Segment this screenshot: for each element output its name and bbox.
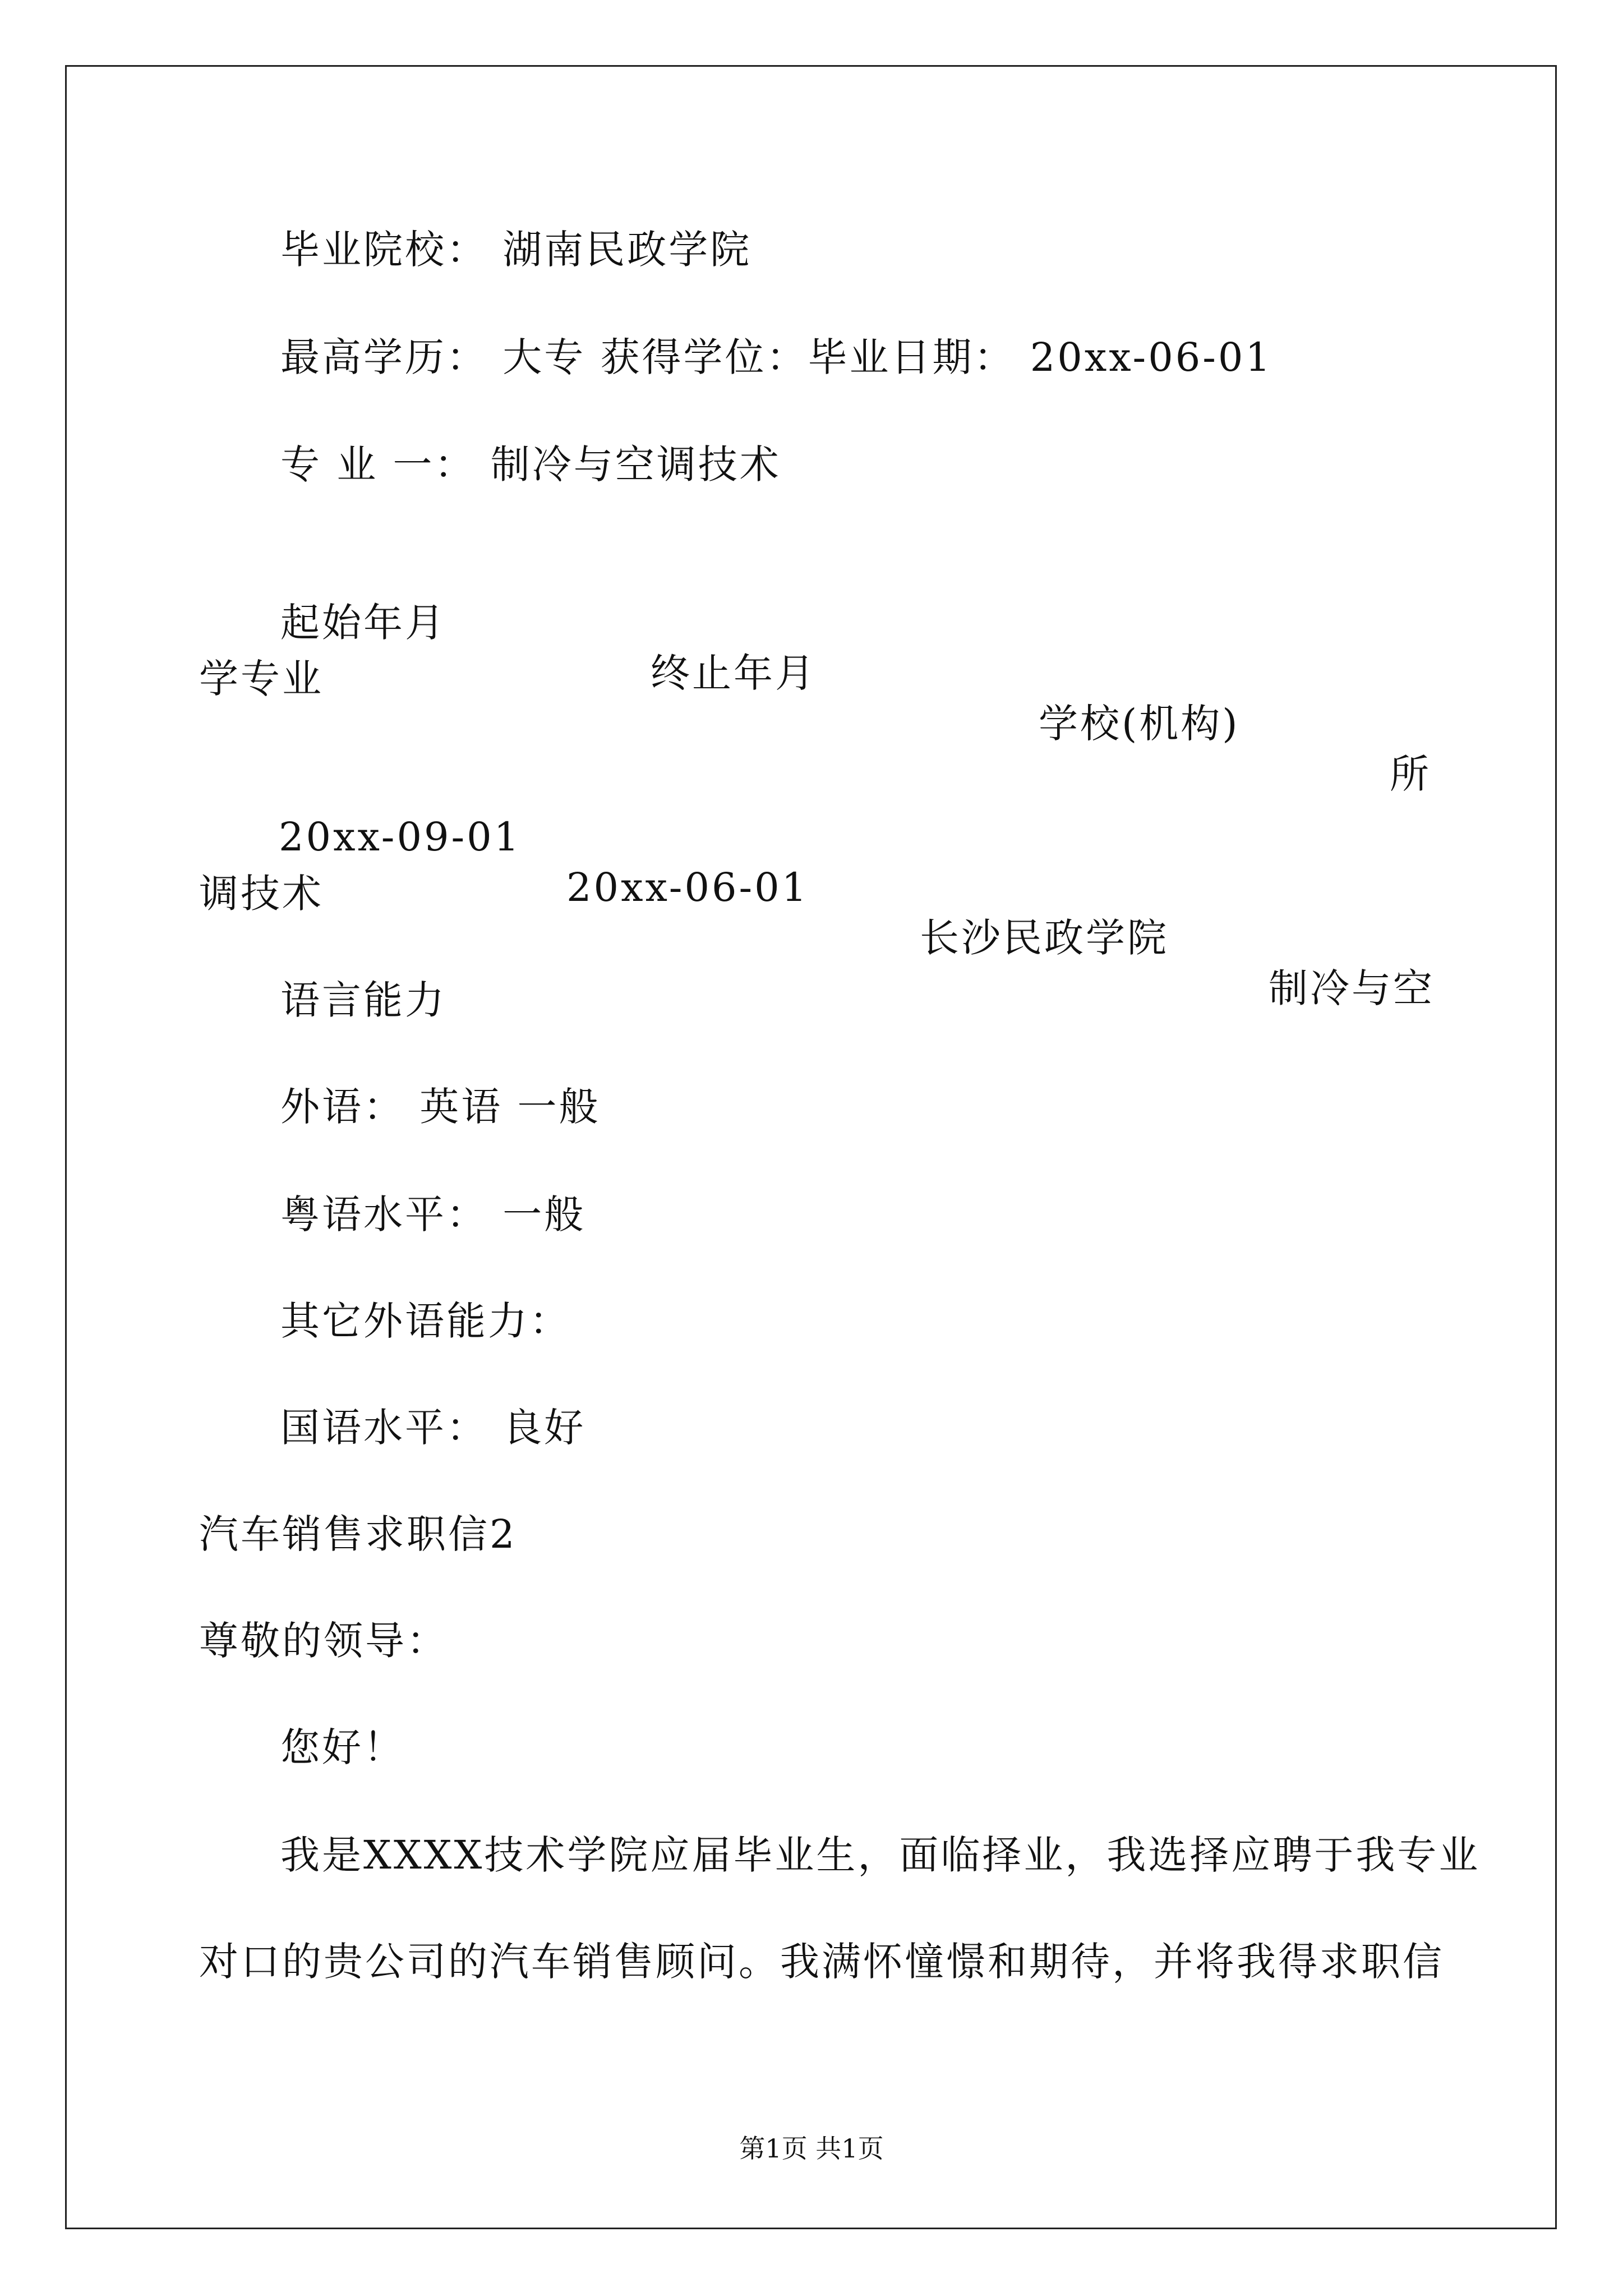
table-header-wrap: 学专业 (199, 656, 324, 702)
major-line: 专 业 一： 制冷与空调技术 (280, 441, 781, 487)
table-cell-major: 制冷与空 (1269, 965, 1435, 1011)
salutation: 尊敬的领导： (199, 1618, 448, 1664)
other-language-line: 其它外语能力： (280, 1298, 571, 1344)
table-cell-end-date: 20xx-06-01 (566, 864, 809, 910)
page-footer: 第1页 共1页 (739, 2133, 884, 2164)
education-line: 最高学历： 大专 获得学位：毕业日期： 20xx-06-01 (280, 334, 1272, 380)
table-header-major: 所 (1390, 751, 1431, 797)
language-heading: 语言能力 (280, 977, 446, 1023)
cantonese-line: 粤语水平： 一般 (280, 1191, 586, 1237)
foreign-language-line: 外语： 英语 一般 (280, 1084, 601, 1130)
section-title: 汽车销售求职信2 (199, 1511, 517, 1557)
table-row-wrap: 调技术 (199, 871, 324, 917)
greeting: 您好！ (280, 1724, 405, 1770)
table-cell-start-date: 20xx-09-01 (279, 814, 522, 860)
table-header-school: 学校(机构) (1039, 701, 1240, 747)
mandarin-line: 国语水平： 良好 (280, 1405, 586, 1451)
table-header-start-date: 起始年月 (280, 600, 446, 646)
school-line: 毕业院校： 湖南民政学院 (280, 227, 752, 273)
table-header-end-date: 终止年月 (651, 650, 817, 696)
table-cell-school: 长沙民政学院 (920, 915, 1169, 961)
body-paragraph-line-1: 我是XXXX技术学院应届毕业生，面临择业，我选择应聘于我专业 (280, 1832, 1481, 1878)
page-border (65, 65, 1557, 2229)
body-paragraph-line-2: 对口的贵公司的汽车销售顾问。我满怀憧憬和期待，并将我得求职信 (199, 1939, 1444, 1985)
